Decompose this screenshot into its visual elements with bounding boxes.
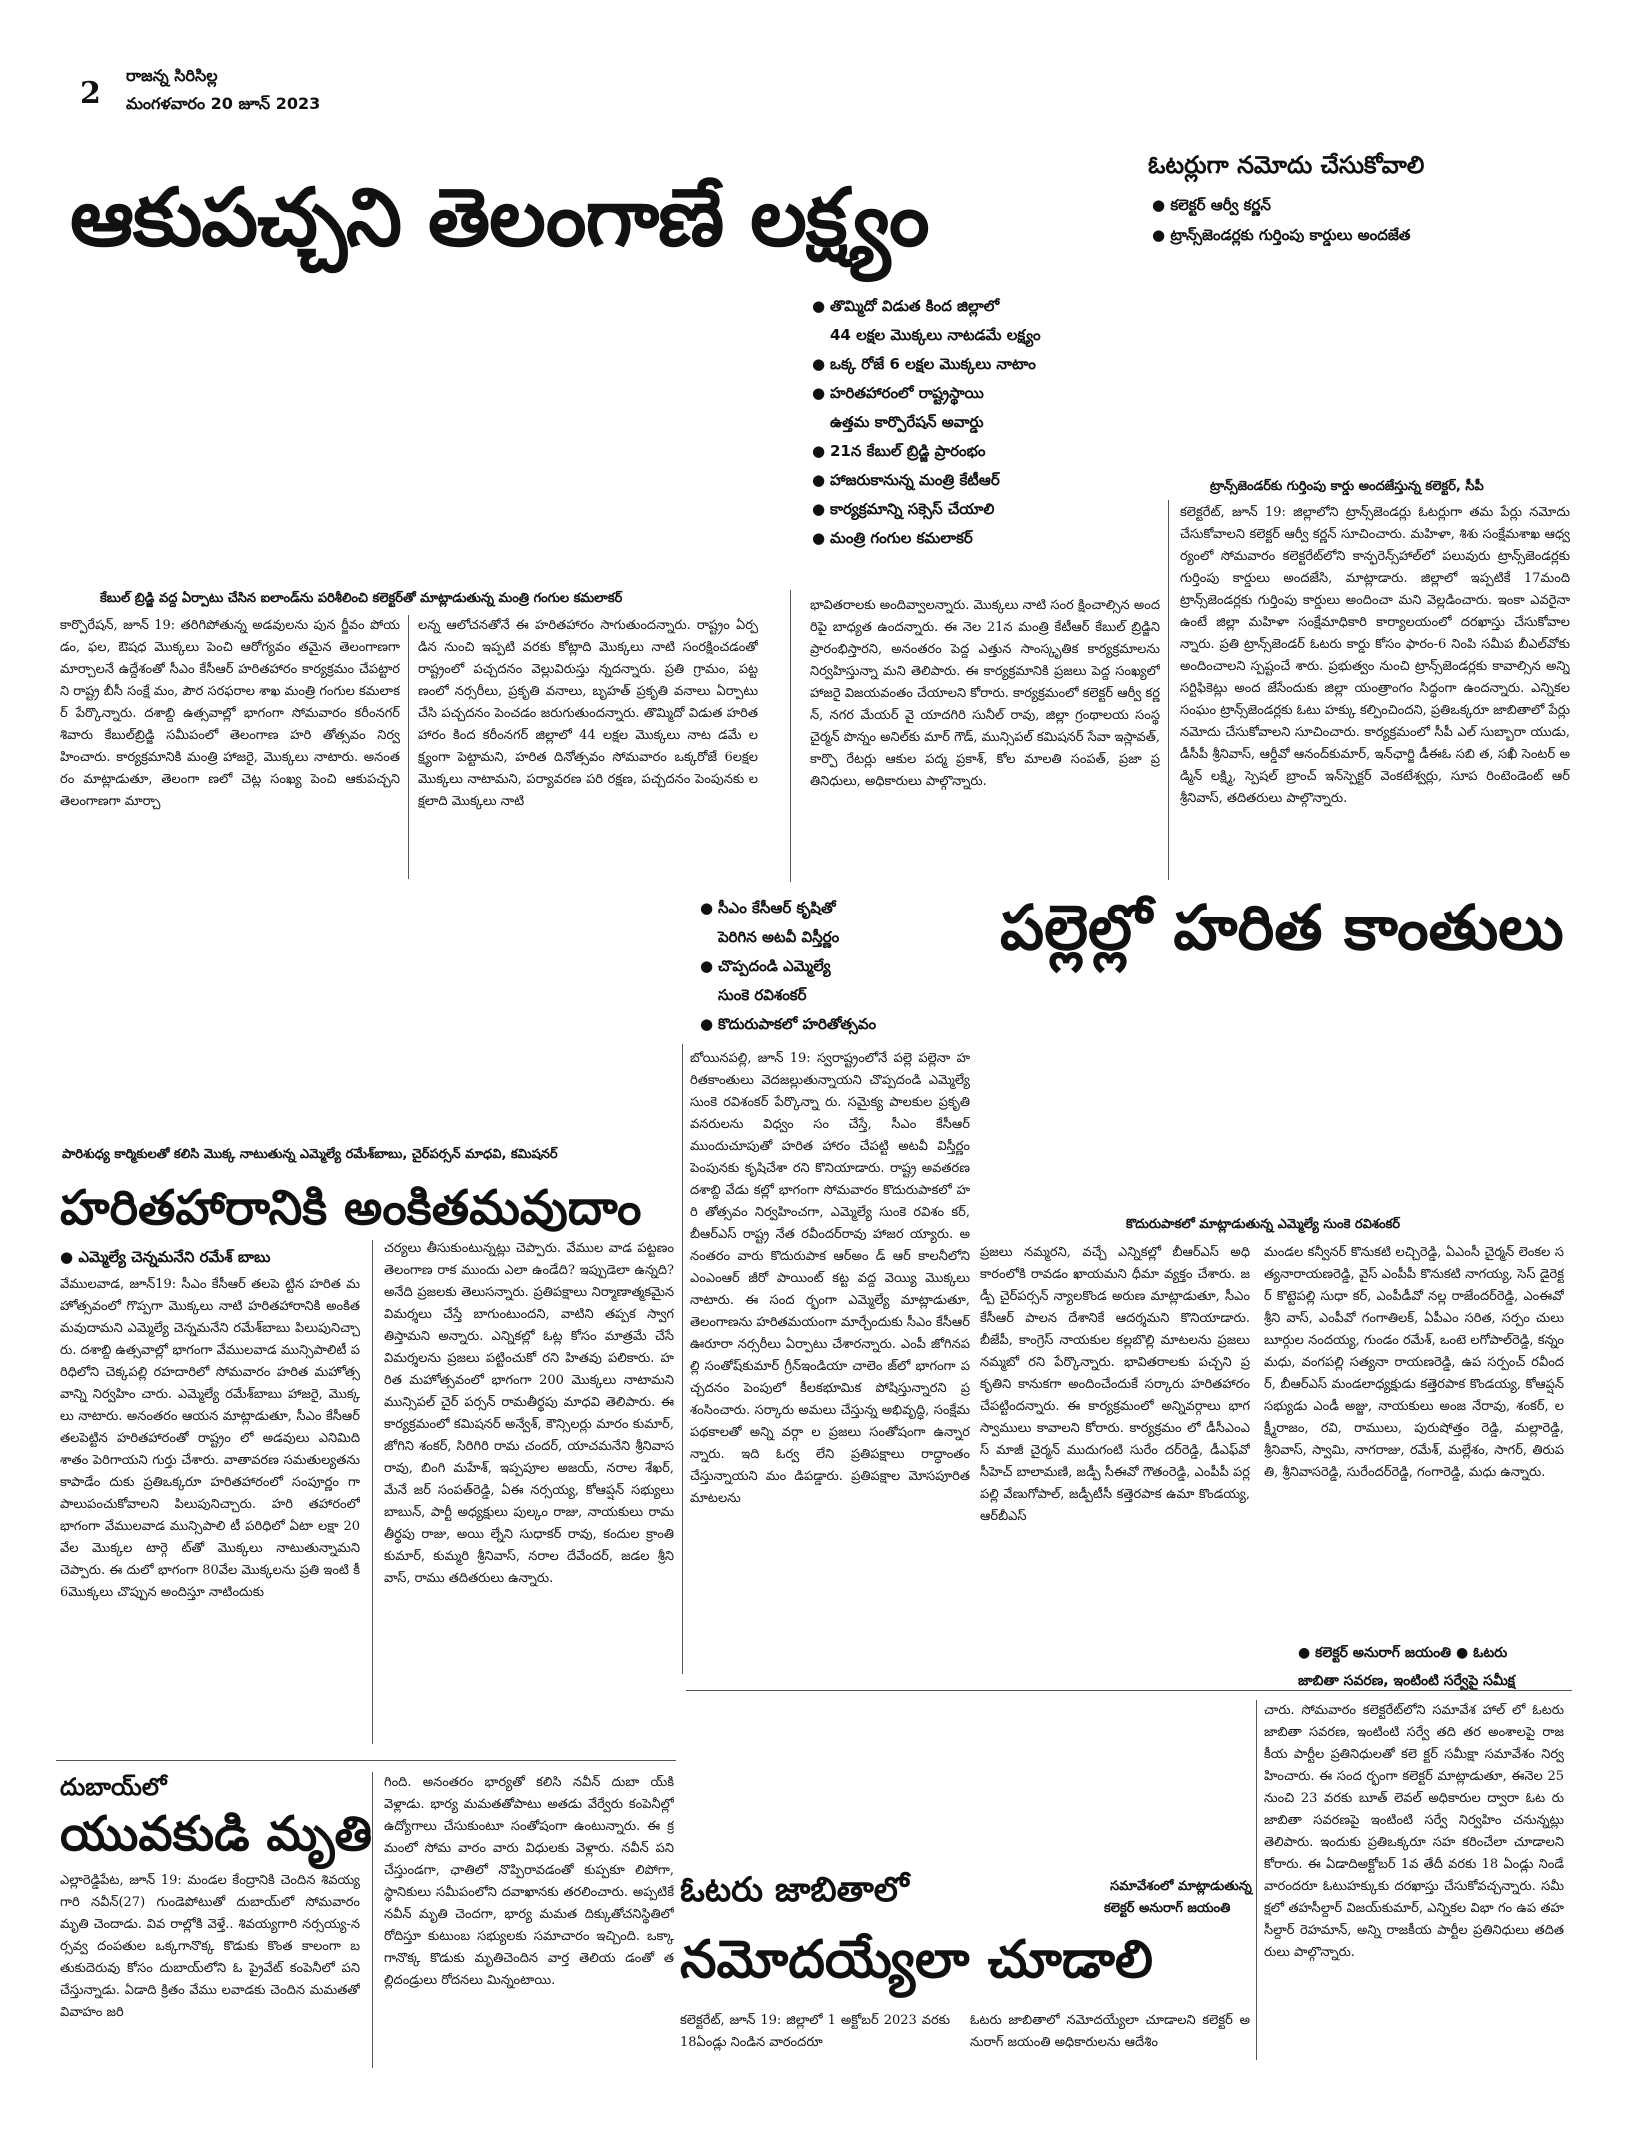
bullet-text: కొదురుపాకలో హరితోత్సవం xyxy=(718,1015,877,1033)
voterlist-bullet-1: ● కలెక్టర్ అనురాగ్ జయంతి ● ఓటరు xyxy=(1298,1645,1508,1661)
bullet-item xyxy=(812,495,1041,524)
villages-bullet-list xyxy=(700,894,876,1039)
voters-enroll-photo-caption: ట్రాన్స్‌జెండర్‌కు గుర్తింపు కార్డు అందజేస్తున్న కలెక్టర్, సీపీ xyxy=(1210,479,1484,494)
voters-enroll-bullet-1: ● కలెక్టర్ ఆర్వీ కర్ణన్ xyxy=(1152,196,1271,214)
voters-enroll-bullet-2: ● ట్రాన్స్‌జెండర్లకు గుర్తింపు కార్డులు అందజేత xyxy=(1152,226,1411,244)
voterlist-headline: నమోదయ్యేలా చూడాలి xyxy=(680,1930,1153,1990)
bullet-text: ఒక్క రోజే 6 లక్షల మొక్కలు నాటాం xyxy=(830,355,1036,373)
bullet-item xyxy=(812,524,1041,553)
bullet-dot: ● xyxy=(812,442,826,460)
bullet-item xyxy=(812,437,1041,466)
bullet-item xyxy=(812,379,1041,408)
bullet-dot: ● xyxy=(812,297,826,315)
bullet-dot: ● xyxy=(812,500,826,518)
bullet-item xyxy=(700,952,876,981)
greenery-column-3: భావితరాలకు అందివ్వాలన్నారు. మొక్కలు నాటి సంర క్షించాల్సిన అందరిపై బాధ్యత ఉందన్నారు. ఈ నెల 21న మంత్రి కేటీఆర్ కేబుల్ బ్రిడ్జిని ప్రారంభిస్తారని, అనంతరం పెద్ద ఎత్తున సాంస్కృతిక కార్యక్రమాలను నిర్వహిస్తున్నా మని తెలిపారు. ఈ కార్యక్రమానికి ప్రజలు పెద్ద సంఖ్యలో హాజరై విజయవంతం చేయాలని కోరారు. కార్యక్రమంలో కలెక్టర్ ఆర్వీ కర్ణన్, నగర మేయర్ వై యాదగిరి సునీల్ రావు, జిల్లా గ్రంథాలయ సంస్థ చైర్మన్ పొన్నం అనిల్‌కు మార్ గౌడ్, మున్సిపల్ కమిషనర్ సేవా ఇస్లావత్, కార్పొ రేటర్లు ఆకుల పద్మ ప్రకాశ్, కోల మాలతి సంపత్, ప్రజా ప్రతినిధులు, అధికారులు పాల్గొన్నారు. xyxy=(810,598,1160,789)
bullet-text: సుంకె రవిశంకర్ xyxy=(718,986,807,1004)
column-divider xyxy=(682,1044,683,1674)
dedicate-bullet: ● ఎమ్మెల్యే చెన్నమనేని రమేశ్ బాబు xyxy=(60,1248,271,1266)
bullet-dot: ● xyxy=(812,471,826,489)
section-divider xyxy=(56,1760,676,1761)
bullet-dot: ● xyxy=(812,384,826,402)
dedicate-photo-caption: పారిశుధ్య కార్మికులతో కలిసి మొక్క నాటుతున్న ఎమ్మెల్యే రమేశ్‌బాబు, చైర్‌పర్సన్ మాధవి, కమిషనర్ xyxy=(62,1147,558,1162)
dubai-column-2: గింది. అనంతరం భార్యతో కలిసి నవీన్ దుబా య్‌కి వెళ్లాడు. భార్య మమతతోపాటు అతడు వేర్వేరు కంపెనీల్లో ఉద్యోగాలు చేసుకుంటూ సంతోషంగా ఉంటున్నారు. ఈ క్రమంలో సోమ వారం వారు విధులకు వెళ్లారు. నవీన్ పని చేస్తుండగా, ఛాతిలో నొప్పిరావడంతో కుప్పకూ లిపోగా, స్థానికులు సమీపంలోని దవాఖానకు తరలించారు. అప్పటికే నవీన్ మృతి చెందగా, భార్య మమత దిక్కుతోచనిస్థితిలో రోదిస్తూ కుటుంబ సభ్యులకు సమాచారం ఇచ్చింది. ఒక్కా గానొక్క కొడుకు మృతిచెందిన వార్త తెలియ డంతో తల్లిదండ్రులు రోదనలు మిన్నంటాయి. xyxy=(384,1775,674,1988)
bullet-dot: ● xyxy=(812,529,826,547)
dedicate-column-2: చర్యలు తీసుకుంటున్నట్లు చెప్పారు. వేముల వాడ పట్టణం తెలంగాణ రాక ముందు ఎలా ఉండేది? ఇప్పుడెలా ఉన్నది? అనేది ప్రజలకు తెలుసన్నారు. ప్రతిపక్షాలు నిర్మాణాత్మకమైన విమర్శలు చేస్తే బాగుంటుందని, వాటిని తప్పక స్వాగతిస్తామని అన్నారు. ఎన్నికల్లో ఓట్ల కోసం మాత్రమే చేసే విమర్శలను ప్రజలు పట్టించుకో రని హితవు పలికారు. హరిత మహోత్సవంలో భాగంగా 200 మొక్కలు నాటామని మున్సిపల్ చైర్ పర్సన్ రామతీర్థపు మాధవి తెలిపారు. ఈ కార్యక్రమంలో కమిషనర్ అన్వేశ్, కౌన్సిలర్లు మారం కుమార్, జోగిని శంకర్, సిరిగిరి రామ చందర్, యాచమనేని శ్రీనివాసరావు, బింగి మహేశ్, ఇప్పపూల అజయ్, నరాల శేఖర్, మేనే జర్ సంపత్‌రెడ్డి, ఏఈ నర్సయ్య, కోఆప్షన్ సభ్యులు బాబున్, పార్టీ అధ్యక్షులు పుల్కం రాజు, నాయకులు రామతీర్థపు రాజు, అయి ల్నేని సుధాకర్ రావు, కందుల క్రాంతి కుమార్, కుమ్మరి శ్రీనివాస్, నరాల దేవేందర్, జడల శ్రీని వాస్, రాము తదితరులు ఉన్నారు. xyxy=(384,1241,674,1586)
bullet-text: ఉత్తమ కార్పొరేషన్ అవార్డు xyxy=(830,413,984,431)
dubai-column-1: ఎల్లారెడ్డిపేట, జూన్ 19: మండల కేంద్రానికి చెందిన శివయ్యగారి నవీన్(27) గుండెపోటుతో దుబాయ్‌లో సోమవారం మృతి చెందాడు. వివ రాల్లోకి వెళ్తే.. శివయ్యగారి నర్సయ్య-నర్సవ్వ దంపతుల ఒక్కగానొక్క కొడుకు కొంత కాలంగా బతుకుదెరువు కోసం దుబాయ్‌లోని ఓ ప్రైవేట్ కంపెనీలో పని చేస్తున్నాడు. ఏడాది క్రితం వేము లవాడకు చెందిన మమతతో వివాహం జరి xyxy=(60,1873,360,2020)
column-divider xyxy=(408,615,409,879)
bullet-text: మంత్రి గంగుల కమలాకర్ xyxy=(830,529,973,547)
dubai-headline: యువకుడి మృతి xyxy=(60,1806,373,1862)
column-divider xyxy=(372,1772,373,2068)
voterlist-photo-caption-1: సమావేశంలో మాట్లాడుతున్న xyxy=(1110,1879,1252,1894)
voterlist-photo-caption-2: కలెక్టర్ అనురాగ్ జయంతి xyxy=(1104,1901,1231,1916)
bullet-item xyxy=(812,321,1041,350)
bullet-item xyxy=(700,1010,876,1039)
voters-enroll-body: కలెక్టరేట్, జూన్ 19: జిల్లాలోని ట్రాన్స్‌జెండర్లు ఓటర్లుగా తమ పేర్లు నమోదు చేసుకోవాలని కలెక్టర్ ఆర్వీ కర్ణన్ సూచించారు. మహిళా, శిశు సంక్షేమశాఖ ఆధ్వర్యంలో సోమవారం కలెక్టరేట్‌లోని కాన్ఫరెన్స్‌హాల్‌లో పలువురు ట్రాన్స్‌జెండర్లకు గుర్తింపు కార్డులు అందజేసి, మాట్లాడారు. జిల్లాలో ఇప్పటికే 17మంది ట్రాన్స్‌జెండర్లకు గుర్తింపు కార్డులు అందించా మని వెల్లడించారు. ఇంకా ఎవరైనా ఉంటే జిల్లా మహిళా సంక్షేమాధికారి కార్యాలయంలో దరఖాస్తు చేసుకోవాలన్నారు. ప్రతి ట్రాన్స్‌జెండర్ ఓటరు కార్డు కోసం ఫారం-6 నింపి సమీప బీఎల్‌వోకు అందించాలని స్పష్టంచే శారు. ప్రభుత్వం నుంచి ట్రాన్స్‌జెండర్లకు కావాల్సిన అన్ని సర్టిఫికెట్లు అంద జేసేందుకు జిల్లా యంత్రాంగం సిద్ధంగా ఉందన్నారు. ఎన్నికల సంఘం ట్రాన్స్‌జెండర్లకు ఓటు హక్కు కల్పించిందని, ప్రతిఒక్కరూ జాబితాలో పేర్లు నమోదు చేసుకోవాలని సూచించారు. కార్యక్రమంలో సీపీ ఎల్ సుబ్బారా యుడు, డీసీపీ శ్రీనివాస్, ఆర్డీవో ఆనంద్‌కుమార్, ఇన్‌ఛార్జి డీఈఓ సబి త, సఖీ సెంటర్ అడ్మిన్ లక్ష్మి, స్పెషల్ బ్రాంచ్ ఇన్‌స్పెక్టర్ వెంకటేశ్వర్లు, సూప రింటెండెంట్ ఆర్ శ్రీనివాస్, తదితరులు పాల్గొన్నారు. xyxy=(1180,505,1570,806)
bullet-text: 21న కేబుల్ బ్రిడ్జి ప్రారంభం xyxy=(830,442,986,460)
bullet-text: తొమ్మిదో విడుత కింద జిల్లాలో xyxy=(830,297,1000,315)
voterlist-bullet-2: జాబితా సవరణ, ఇంటింటి సర్వేపై సమీక్ష xyxy=(1298,1673,1516,1689)
bullet-text: చొప్పదండి ఎమ్మెల్యే xyxy=(718,957,831,975)
villages-column-1: బోయినపల్లి, జూన్ 19: స్వరాష్ట్రంలోనే పల్లె పల్లెనా హరితకాంతులు వెదజల్లుతున్నాయని చొప్పదండి ఎమ్మెల్యే సుంకె రవిశంకర్ పేర్కొన్నా రు. సమైక్య పాలకుల ప్రకృతి వనరులను విధ్వం సం చేస్తే, సీఎం కేసీఆర్ ముందుచూపుతో హరిత హారం చేపట్టి అటవీ విస్తీర్ణం పెంపునకు కృషిచేశా రని కొనియాడారు. రాష్ట్ర అవతరణ దశాబ్ది వేడు కల్లో భాగంగా సోమవారం కొదురుపాకలో హరి తోత్సవం నిర్వహించగా, ఎమ్మెల్యే సుంకె రవిశం కర్, బీఆర్‌ఎస్ రాష్ట్ర నేత రవీందర్‌రావు హాజర య్యారు. అనంతరం వారు కొదురుపాక ఆర్‌అం డ్ ఆర్ కాలనీలోని ఎంఎంఆర్ జీరో పాయింట్ కట్ట వద్ద వెయ్యి మొక్కలు నాటారు. ఈ సంద ర్భంగా ఎమ్మెల్యే మాట్లాడుతూ, తెలంగాణను హరితమయంగా మార్చేందుకు సీఎం కేసీఆర్ ఊరూరా నర్సరీలు ఏర్పాటు చేశారన్నారు. ఎంపీ జోగినపల్లి సంతోష్‌కుమార్ గ్రీన్‌ఇండియా చాలెం జ్‌లో భాగంగా పచ్చదనం పెంపులో కీలకభూమిక పోషిస్తున్నారని ప్రశంసించారు. సర్కారు అమలు చేస్తున్న అభివృద్ధి, సంక్షేమ పథకాలతో అన్ని వర్గా ల ప్రజలు సంతోషంగా ఉన్నారన్నారు. ఇది ఓర్వ లేని ప్రతిపక్షాలు రాద్ధాంతం చేస్తున్నాయని మం డిపడ్డారు. ప్రతిపక్షాల మోసపూరిత మాటలను xyxy=(690,1051,970,1506)
bullet-dot: ● xyxy=(700,1015,714,1033)
bullet-text: హరితహారంలో రాష్ట్రస్థాయి xyxy=(830,384,984,402)
column-divider xyxy=(790,590,791,882)
villages-headline: పల్లెల్లో హరిత కాంతులు xyxy=(1000,891,1564,964)
dedicate-headline: హరితహారానికి అంకితమవుదాం xyxy=(60,1180,642,1236)
greenery-headline: ఆకుపచ్చని తెలంగాణే లక్ష్యం xyxy=(70,171,929,264)
edition-name: రాజన్న సిరిసిల్ల xyxy=(126,66,218,85)
bullet-item xyxy=(812,350,1041,379)
bullet-item xyxy=(812,466,1041,495)
bullet-dot: ● xyxy=(700,899,714,917)
voterlist-column-1: కలెక్టరేట్, జూన్ 19: జిల్లాలో 1 అక్టోబర్ 2023 వరకు 18ఏండ్లు నిండిన వారందరూ xyxy=(680,2013,950,2050)
column-divider xyxy=(1168,500,1169,880)
edition-date: మంగళవారం 20 జూన్ 2023 xyxy=(126,94,321,113)
dedicate-column-1: వేములవాడ, జూన్19: సీఎం కేసీఆర్ తలపె ట్టిన హరిత మహోత్సవంలో గొప్పగా మొక్కలు నాటి హరితహారానికి అంకితమవుదామని ఎమ్మెల్యే చెన్నమనేని రమేశ్‌బాబు పిలుపునిచ్చా రు. దశాబ్ది ఉత్సవాల్లో భాగంగా వేములవాడ మున్సిపాలిటీ పరిధిలోని చెక్కపల్లి రహదారిలో సోమవారం హరిత మహోత్సవాన్ని నిర్వహిం చారు. ఎమ్మెల్యే రమేశ్‌బాబు హాజరై, మొక్కలు నాటారు. అనంతరం ఆయన మాట్లాడుతూ, సీఎం కేసీఆర్ తలపెట్టిన హరితహారంతో రాష్ట్రం లో అడవులు ఎనిమిది శాతం పెరిగాయని గుర్తు చేశారు. వాతావరణ సమతుల్యతను కాపాడేం దుకు ప్రతిఒక్కరూ హరితహారంలో సంపూర్ణం గా పాలుపంచుకోవాలని పిలుపునిచ్చారు. హరి తహారంలో భాగంగా వేములవాడ మున్సిపాలి టీ పరిధిలో ఏటా లక్షా 20 వేల మొక్కల టార్గె ట్‌తో మొక్కలు నాటుతున్నామని చెప్పారు. ఈ దులో భాగంగా 80వేల మొక్కలను ప్రతి ఇంటి కీ 6మొక్కలు చొప్పున అందిస్తూ నాటిందుకు xyxy=(60,1277,360,1600)
bullet-dot: ● xyxy=(700,957,714,975)
bullet-text: హాజరుకానున్న మంత్రి కేటీఆర్ xyxy=(830,471,1000,489)
bullet-item xyxy=(700,894,876,923)
bullet-item xyxy=(812,408,1041,437)
bullet-text: కార్యక్రమాన్ని సక్సెస్ చేయాలి xyxy=(830,500,995,518)
voterlist-column-3: చారు. సోమవారం కలెక్టరేట్‌లోని సమావేశ హాల్ లో ఓటరు జాబితా సవరణ, ఇంటింటి సర్వే తది తర అంశాలపై రాజకీయ పార్టీల ప్రతినిధులతో కలె క్టర్ సమీక్షా సమావేశం నిర్వహించారు. ఈ సంద ర్భంగా కలెక్టర్ మాట్లాడుతూ, ఈనెల 25 నుంచి 23 వరకు బూత్ లెవల్ అధికారుల ద్వారా ఓట రు జాబితా సవరణపై ఇంటింటి సర్వే నిర్వహిం చనున్నట్లు తెలిపారు. ఇందుకు ప్రతిఒక్కరూ సహ కరించేలా చూడాలని కోరారు. ఈ ఏడాదిఅక్టోబర్ 1వ తేదీ వరకు 18 ఏండ్లు నిండే వారందరూ ఓటుహక్కుకు దరఖాస్తు చేసుకోవచ్చన్నారు. సమీ క్షలో తహసీల్దార్ విజయ్‌కుమార్, ఎన్నికల విభా గం ఉప తహసీల్దార్ రెహమాన్, అన్ని రాజకీయ పార్టీల ప్రతినిధులు తదితరులు పాల్గొన్నారు. xyxy=(1264,1703,1564,1960)
greenery-column-1: కార్పొరేషన్, జూన్ 19: తరిగిపోతున్న అడవులను పున ర్జీవం పోయడం, ఫల, ఔషధ మొక్కలు పెంచి ఆరోగ్యవం తమైన తెలంగాణగా మార్చాలనే ఉద్దేశంతో సీఎం కేసీఆర్ హరితహారం కార్యక్రమం చేపట్టారని రాష్ట్ర బీసీ సంక్షే మం, పౌర సరఫరాల శాఖ మంత్రి గంగుల కమలాకర్ పేర్కొన్నారు. దశాబ్ది ఉత్సవాల్లో భాగంగా సోమవారం కరీంనగర్ శివారు కేబుల్‌బ్రిడ్జి సమీపంలో తెలంగాణ హరి తోత్సవం నిర్వహించారు. కార్యక్రమానికి మంత్రి హాజరై, మొక్కలు నాటారు. అనంతరం మాట్లాడుతూ, తెలంగా ణలో చెట్ల సంఖ్య పెంచి ఆకుపచ్చని తెలంగాణగా మార్చా xyxy=(60,618,400,809)
bullet-text: సీఎం కేసీఆర్ కృషితో xyxy=(718,899,836,917)
column-divider xyxy=(372,1240,373,1744)
villages-column-3: మండల కన్వీనర్ కొనుకటి లచ్చిరెడ్డి, ఏఎంసీ చైర్మన్ లెంకల సత్యనారాయణరెడ్డి, వైస్ ఎంపీపీ కొనుకటి నాగయ్య, సెస్ డైరెక్టర్ కొట్టెపల్లి సుధా కర్, ఎంపీడీవో నల్ల రాజేందర్‌రెడ్డి, ఎంఈవో శ్రీని వాస్, ఎంపీవో గంగాతిలక్, ఏపీఎం సరిత, సర్పం చులు బూర్గుల నందయ్య, గుండం రమేశ్, ఒంటె లగోపాల్‌రెడ్డి, కన్నం మధు, వంగపల్లి సత్యనా రాయణరెడ్డి, ఉప సర్పంచ్ రవీందర్, బీఆర్‌ఎస్ మండలాధ్యక్షుడు కత్తెరపాక కొండయ్య, కోఆప్షన్ సభ్యుడు ఎండీ అజ్జు, నాయకులు అంజ నేరావు, శంకర్, లక్ష్మీరాజం, రవి, రాములు, పురుషోత్తం రెడ్డి, మల్లారెడ్డి, శ్రీనివాస్, స్వామి, నాగరాజు, రమేశ్, మల్లేశం, సాగర్, తిరుపతి, శ్రీనివాసరెడ్డి, సురేందర్‌రెడ్డి, గంగారెడ్డి, మధు ఉన్నారు. xyxy=(1264,1245,1564,1480)
greenery-photo-caption: కేబుల్ బ్రిడ్జి వద్ద ఏర్పాటు చేసిన ఐలాండ్‌ను పరిశీలించి కలెక్టర్‌తో మాట్లాడుతున్న మంత్రి గంగుల కమలాకర్ xyxy=(100,591,623,606)
page-number: 2 xyxy=(80,76,101,111)
villages-column-2: ప్రజలు నమ్మరని, వచ్చే ఎన్నికల్లో బీఆర్‌ఎస్ అధి కారంలోకి రావడం ఖాయమని ధీమా వ్యక్తం చేశారు. జడ్పీ చైర్‌పర్సన్ న్యాలకొండ అరుణ మాట్లాడుతూ, సీఎం కేసీఆర్ పాలన దేశానికే ఆదర్శమని కొనియాడారు. బీజేపీ, కాంగ్రెస్ నాయకుల కల్లబొల్లి మాటలను ప్రజలు నమ్మబో రని పేర్కొన్నారు. భావితరాలకు పచ్చని ప్రకృతిని కానుకగా అందించేందుకే సర్కారు హరితహారం చేపట్టిందన్నారు. ఈ కార్యక్రమంలో అన్నివర్గాలు భాగస్వాములు కావాలని కోరారు. కార్యక్రమం లో డీసీఎంఎస్ మాజీ చైర్మన్ ముదుగంటి సురేం దర్‌రెడ్డి, డీఎఫ్‌వో సీహెచ్ బాలామణి, జడ్పీ సీఈవో గౌతంరెడ్డి, ఎంపీపీ పర్లపల్లి వేణుగోపాల్, జడ్పీటీసీ కత్తెరపాక ఉమా కొండయ్య, ఆర్‌బీఎస్ xyxy=(980,1245,1250,1524)
dubai-kicker: దుబాయ్‌లో xyxy=(60,1773,167,1801)
voterlist-column-2: ఓటరు జాబితాలో నమోదయ్యేలా చూడాలని కలెక్టర్ అనురాగ్ జయంతి అధికారులను ఆదేశిం xyxy=(970,2013,1250,2050)
voterlist-kicker: ఓటరు జాబితాలో xyxy=(680,1870,909,1910)
bullet-text: పెరిగిన అటవీ విస్తీర్ణం xyxy=(718,928,840,946)
column-divider xyxy=(1256,1700,1257,2060)
bullet-item xyxy=(812,292,1041,321)
voters-enroll-headline: ఓటర్లుగా నమోదు చేసుకోవాలి xyxy=(1148,151,1425,179)
bullet-text: 44 లక్షల మొక్కలు నాటడమే లక్ష్యం xyxy=(830,326,1041,344)
villages-photo-caption: కొదురుపాకలో మాట్లాడుతున్న ఎమ్మెల్యే సుంకె రవిశంకర్ xyxy=(1126,1217,1401,1232)
bullet-item xyxy=(700,981,876,1010)
bullet-item xyxy=(700,923,876,952)
greenery-column-2: లన్న ఆలోచనతోనే ఈ హరితహారం సాగుతుందన్నారు. రాష్ట్రం ఏర్పడిన నుంచి ఇప్పటి వరకు కోట్లాది మొక్కలు నాటి సంరక్షించడంతో రాష్ట్రంలో పచ్చదనం వెల్లువిరుస్తు న్నదన్నారు. ప్రతి గ్రామం, పట్టణంలో నర్సరీలు, ప్రకృతి వనాలు, బృహత్ ప్రకృతి వనాలు ఏర్పాటు చేసి పచ్చదనం పెంచడం జరుగుతుందన్నారు. తొమ్మిదో విడుత హరిత హారం కింద కరీంనగర్ జిల్లాలో 44 లక్షల మొక్కలు నాట డమే లక్ష్యంగా పెట్టామని, హరిత దినోత్సవం సోమవారం ఒక్కరోజే 6లక్షల మొక్కలు నాటామని, పర్యావరణ పరి రక్షణ, పచ్చదనం పెంపునకు లక్షలాది మొక్కలు నాటి xyxy=(418,618,758,809)
greenery-bullet-list xyxy=(812,292,1041,553)
bullet-dot: ● xyxy=(812,355,826,373)
